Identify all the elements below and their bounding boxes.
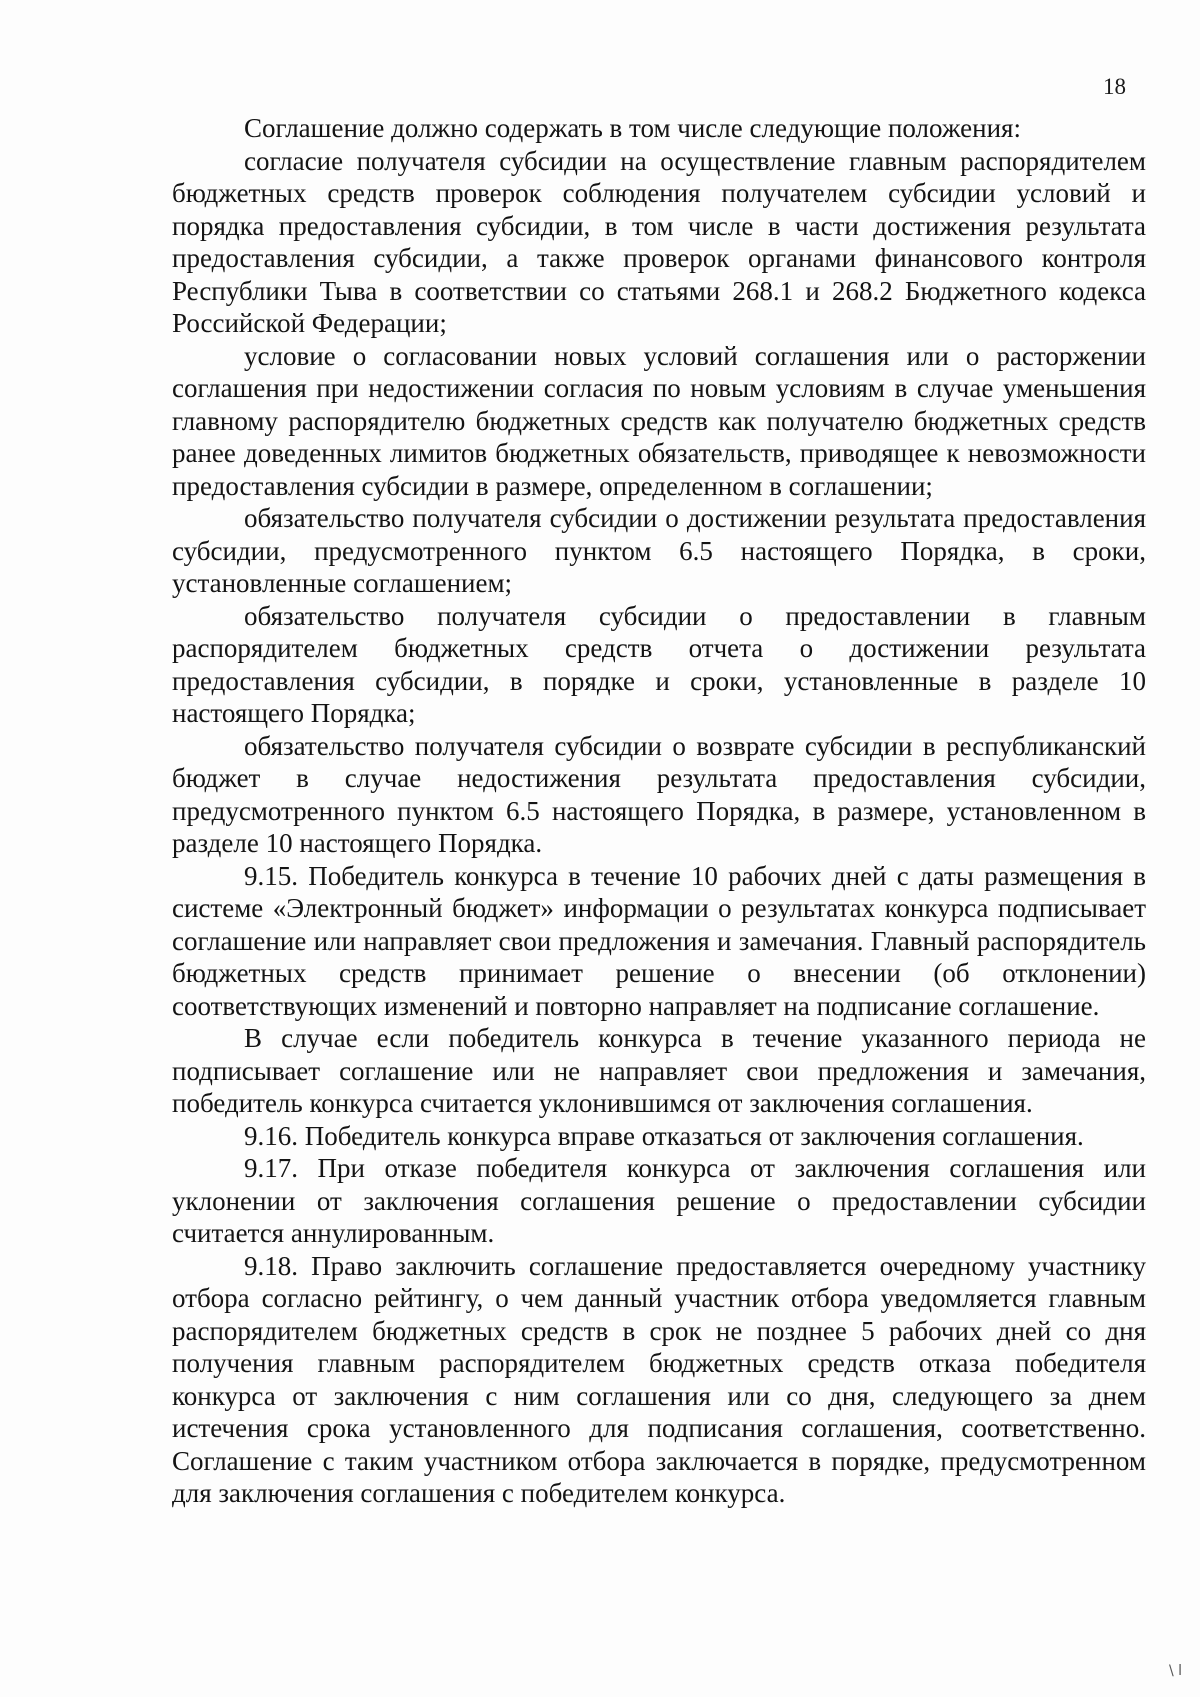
paragraph-9-17: 9.17. При отказе победителя конкурса от заключения соглашения или уклонении от заключения соглашения решение о предоставлении субсидии считается аннулированным. xyxy=(172,1153,1146,1248)
corner-mark: \ l xyxy=(1168,1663,1182,1679)
paragraph-9-18: 9.18. Право заключить соглашение предоставляется очередному участнику отбора согласно рейтингу, о чем данный участник отбора уведомляется главным распорядителем бюджетных средств в срок не позднее 5 рабочих дней со дня получения главным распорядителем бюджетных средств отказа победителя конкурса от заключения с ним соглашения или со дня, следующего за днем истечения срока установленного для подписания соглашения, соответственно. Соглашение с таким участником отбора заключается в порядке, предусмотренном для заключения соглашения с победителем конкурса. xyxy=(172,1250,1146,1508)
document-body xyxy=(172,112,1146,1510)
paragraph-9-16: 9.16. Победитель конкурса вправе отказаться от заключения соглашения. xyxy=(244,1120,1084,1151)
paragraph-consent: согласие получателя субсидии на осуществление главным распорядителем бюджетных средств проверок соблюдения получателем субсидии условий и порядка предоставления субсидии, в том числе в части достижения результата предоставления субсидии, а также проверок органами финансового контроля Республики Тыва в соответствии со статьями 268.1 и 268.2 Бюджетного кодекса Российской Федерации; xyxy=(172,145,1146,338)
paragraph-intro: Соглашение должно содержать в том числе следующие положения: xyxy=(244,113,1021,143)
paragraph-obligation-return: обязательство получателя субсидии о возврате субсидии в республиканский бюджет в случае недостижения результата предоставления субсидии, предусмотренного пунктом 6.5 настоящего Порядка, в размере, установленном в разделе 10 настоящего Порядка. xyxy=(172,730,1146,858)
paragraph-9-15: 9.15. Победитель конкурса в течение 10 рабочих дней с даты размещения в системе «Электронный бюджет» информации о результатах конкурса подписывает соглашение или направляет свои предложения и замечания. Главный распорядитель бюджетных средств принимает решение о внесении (об отклонении) соответствующих изменений и повторно направляет на подписание соглашение. xyxy=(172,860,1146,1021)
paragraph-obligation-result: обязательство получателя субсидии о достижении результата предоставления субсидии, предусмотренного пунктом 6.5 настоящего Порядка, в сроки, установленные соглашением; xyxy=(172,503,1146,598)
page-number: 18 xyxy=(1103,74,1126,99)
paragraph-evasion: В случае если победитель конкурса в течение указанного периода не подписывает соглашение или не направляет свои предложения и замечания, победитель конкурса считается уклонившимся от заключения соглашения. xyxy=(172,1023,1146,1118)
paragraph-obligation-report: обязательство получателя субсидии о предоставлении в главным распорядителем бюджетных средств отчета о достижении результата предоставления субсидии, в порядке и сроки, установленные в разделе 10 настоящего Порядка; xyxy=(172,600,1146,728)
paragraph-condition: условие о согласовании новых условий соглашения или о расторжении соглашения при недостижении согласия по новым условиям в случае уменьшения главному распорядителю бюджетных средств как получателю бюджетных средств ранее доведенных лимитов бюджетных обязательств, приводящее к невозможности предоставления субсидии в размере, определенном в соглашении; xyxy=(172,340,1146,501)
